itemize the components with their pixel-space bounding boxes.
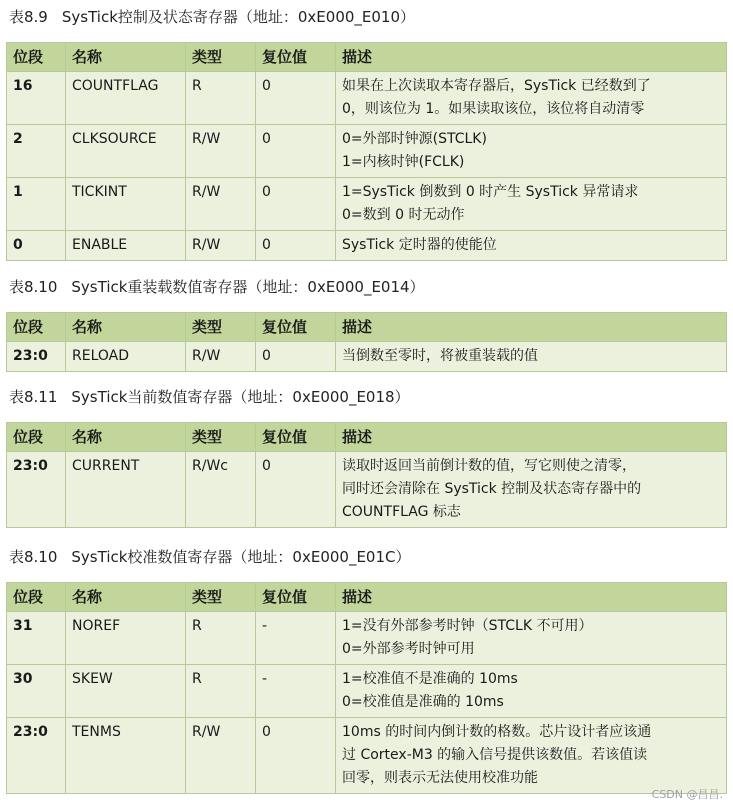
desc-line: 1=内核时钟(FCLK) [342, 154, 465, 170]
bits-cell: 23:0 [7, 342, 66, 372]
table-title: SysTick重装载数值寄存器（地址：0xE000_E014） [71, 278, 425, 296]
type-cell: R [186, 72, 256, 125]
header-type: 类型 [186, 313, 256, 342]
reset-cell: 0 [256, 125, 336, 178]
type-cell: R/W [186, 231, 256, 261]
desc-cell [336, 452, 727, 528]
name-cell: NOREF [66, 612, 186, 665]
reset-cell: 0 [256, 342, 336, 372]
bits-cell: 2 [7, 125, 66, 178]
table-title: SysTick校准数值寄存器（地址：0xE000_E01C） [71, 548, 411, 566]
table-title: SysTick当前数值寄存器（地址：0xE000_E018） [71, 388, 410, 406]
type-cell: R [186, 665, 256, 718]
header-bits: 位段 [7, 43, 66, 72]
register-table [6, 422, 727, 528]
name-cell: RELOAD [66, 342, 186, 372]
register-table [6, 582, 727, 794]
table-caption [9, 386, 410, 407]
header-reset: 复位值 [256, 583, 336, 612]
name-cell: TICKINT [66, 178, 186, 231]
header-row [7, 43, 727, 72]
name-cell: ENABLE [66, 231, 186, 261]
name-cell: SKEW [66, 665, 186, 718]
name-cell: CLKSOURCE [66, 125, 186, 178]
watermark: CSDN @昌昌. [651, 788, 723, 801]
table-row [7, 231, 727, 261]
reset-cell: 0 [256, 718, 336, 794]
header-desc: 描述 [336, 583, 727, 612]
header-reset: 复位值 [256, 43, 336, 72]
header-reset: 复位值 [256, 313, 336, 342]
header-bits: 位段 [7, 583, 66, 612]
reset-cell: - [256, 612, 336, 665]
register-table [6, 312, 727, 372]
header-desc: 描述 [336, 313, 727, 342]
reset-cell: 0 [256, 72, 336, 125]
desc-line: 0=数到 0 时无动作 [342, 207, 465, 223]
table-number: 表8.10 [9, 278, 58, 296]
table-row [7, 342, 727, 372]
table-row [7, 125, 727, 178]
name-cell: COUNTFLAG [66, 72, 186, 125]
header-row [7, 313, 727, 342]
header-type: 类型 [186, 583, 256, 612]
table-row [7, 718, 727, 794]
table-title: SysTick控制及状态寄存器（地址：0xE000_E010） [61, 8, 416, 26]
desc-line: SysTick 定时器的使能位 [342, 237, 497, 253]
name-cell: TENMS [66, 718, 186, 794]
desc-line: 回零，则表示无法使用校准功能 [342, 770, 538, 786]
bits-cell: 23:0 [7, 452, 66, 528]
desc-line: 过 Cortex-M3 的输入信号提供该数值。若该值读 [342, 747, 648, 763]
bits-cell: 16 [7, 72, 66, 125]
table-row [7, 72, 727, 125]
table-number: 表8.9 [9, 8, 48, 26]
type-cell: R/W [186, 342, 256, 372]
header-name: 名称 [66, 43, 186, 72]
reset-cell: 0 [256, 452, 336, 528]
desc-cell [336, 231, 727, 261]
desc-line: 同时还会清除在 SysTick 控制及状态寄存器中的 [342, 481, 642, 497]
table-row [7, 665, 727, 718]
desc-cell [336, 665, 727, 718]
register-table [6, 42, 727, 261]
reset-cell: 0 [256, 231, 336, 261]
name-cell: CURRENT [66, 452, 186, 528]
table-row [7, 452, 727, 528]
desc-cell [336, 72, 727, 125]
bits-cell: 1 [7, 178, 66, 231]
desc-line: 当倒数至零时，将被重装载的值 [342, 348, 538, 364]
type-cell: R [186, 612, 256, 665]
header-desc: 描述 [336, 423, 727, 452]
reset-cell: - [256, 665, 336, 718]
header-name: 名称 [66, 423, 186, 452]
type-cell: R/W [186, 125, 256, 178]
table-number: 表8.10 [9, 548, 58, 566]
type-cell: R/Wc [186, 452, 256, 528]
header-name: 名称 [66, 313, 186, 342]
desc-line: 0，则该位为 1。如果读取该位，该位将自动清零 [342, 101, 645, 117]
table-number: 表8.11 [9, 388, 58, 406]
desc-line: 10ms 的时间内倒计数的格数。芯片设计者应该通 [342, 724, 652, 740]
bits-cell: 23:0 [7, 718, 66, 794]
reset-cell: 0 [256, 178, 336, 231]
desc-line: 1=SysTick 倒数到 0 时产生 SysTick 异常请求 [342, 184, 639, 200]
desc-line: 读取时返回当前倒计数的值，写它则使之清零， [342, 458, 636, 474]
desc-line: COUNTFLAG 标志 [342, 504, 461, 520]
desc-line: 如果在上次读取本寄存器后，SysTick 已经数到了 [342, 78, 651, 94]
desc-cell [336, 612, 727, 665]
table-caption [9, 546, 411, 567]
desc-line: 1=校准值不是准确的 10ms [342, 671, 518, 687]
header-type: 类型 [186, 423, 256, 452]
desc-cell [336, 718, 727, 794]
header-row [7, 423, 727, 452]
header-bits: 位段 [7, 313, 66, 342]
desc-line: 1=没有外部参考时钟（STCLK 不可用） [342, 618, 593, 634]
desc-cell [336, 125, 727, 178]
header-row [7, 583, 727, 612]
header-name: 名称 [66, 583, 186, 612]
bits-cell: 30 [7, 665, 66, 718]
desc-line: 0=校准值是准确的 10ms [342, 694, 504, 710]
table-row [7, 612, 727, 665]
header-type: 类型 [186, 43, 256, 72]
header-reset: 复位值 [256, 423, 336, 452]
table-caption [9, 6, 415, 27]
type-cell: R/W [186, 178, 256, 231]
bits-cell: 0 [7, 231, 66, 261]
header-bits: 位段 [7, 423, 66, 452]
desc-line: 0=外部参考时钟可用 [342, 641, 475, 657]
table-caption [9, 276, 425, 297]
bits-cell: 31 [7, 612, 66, 665]
desc-line: 0=外部时钟源(STCLK) [342, 131, 487, 147]
desc-cell [336, 178, 727, 231]
table-row [7, 178, 727, 231]
header-desc: 描述 [336, 43, 727, 72]
type-cell: R/W [186, 718, 256, 794]
desc-cell [336, 342, 727, 372]
